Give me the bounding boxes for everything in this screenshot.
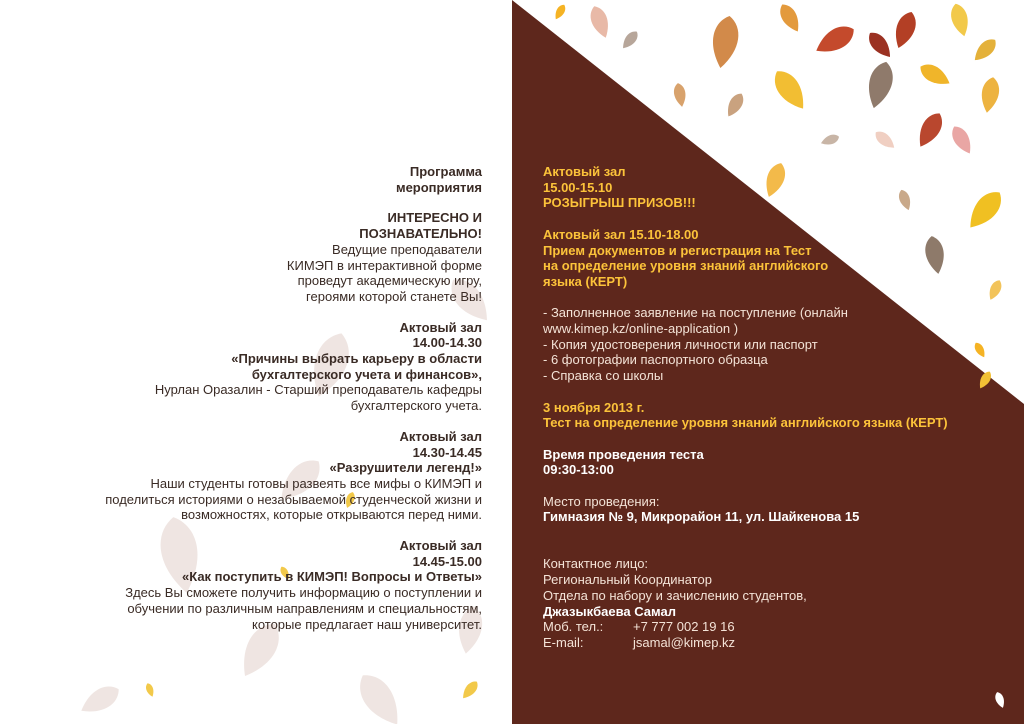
document-item: - Заполненное заявление на поступление (онлайн	[543, 305, 848, 321]
registration-title: языка (КЕРТ)	[543, 273, 628, 289]
phone-label: Моб. тел.:	[543, 619, 604, 635]
session-title: «Причины выбрать карьеру в области	[231, 351, 482, 367]
session-title: «Как поступить в КИМЭП! Вопросы и Ответы»	[182, 569, 482, 585]
test-title: Тест на определение уровня знаний английского языка (КЕРТ)	[543, 415, 948, 431]
registration-title: Прием документов и регистрация на Тест	[543, 242, 812, 258]
session-desc: которые предлагает наш университет.	[251, 616, 482, 632]
program-headline-line2: ПОЗНАВАТЕЛЬНО!	[359, 226, 482, 242]
place-label: Место проведения:	[543, 493, 660, 509]
session-title: «Разрушители легенд!»	[329, 460, 482, 476]
session-hall: Актовый зал	[399, 428, 482, 444]
intro-line: КИМЭП в интерактивной форме	[286, 257, 482, 273]
session-2	[90, 429, 482, 523]
session-desc: Наши студенты готовы развеять все мифы о КИМЭП и	[150, 475, 482, 491]
contact-label: Контактное лицо:	[543, 556, 649, 572]
session-desc: Здесь Вы сможете получить информацию о поступлении и	[125, 585, 482, 601]
document-item: - Копия удостоверения личности или паспорт	[543, 336, 818, 352]
intro-line: Ведущие преподаватели	[332, 241, 482, 257]
session-title: бухгалтерского учета и финансов»,	[251, 366, 482, 382]
email-row	[543, 635, 1013, 651]
test-time-value: 09:30-13:00	[543, 462, 614, 478]
session-desc: Нурлан Оразалин - Старший преподаватель кафедры	[154, 382, 482, 398]
session-time: 14.45-15.00	[412, 553, 482, 569]
phone-row	[543, 619, 1013, 635]
document-item: - Справка со школы	[543, 368, 664, 384]
phone-value: +7 777 002 19 16	[633, 619, 735, 635]
contact-department: Отдела по набору и зачислению студентов,	[543, 587, 807, 603]
session-desc: поделиться историями о незабываемой студенческой жизни и	[105, 491, 482, 507]
session-time: 14.00-14.30	[412, 335, 482, 351]
program-title-line1: Программа	[409, 164, 482, 179]
contact-role: Региональный Координатор	[543, 572, 712, 588]
registration-hall-time: Актовый зал 15.10-18.00	[543, 226, 699, 242]
email-value: jsamal@kimep.kz	[633, 634, 736, 650]
prize-hall: Актовый зал	[543, 164, 626, 179]
program-headline-line1: ИНТЕРЕСНО И	[387, 210, 482, 226]
registration-title: на определение уровня знаний английского	[543, 258, 829, 274]
test-time-label: Время проведения теста	[543, 446, 704, 462]
email-label: E-mail:	[543, 634, 584, 650]
program-title-line2: мероприятия	[395, 179, 482, 195]
session-desc: бухгалтерского учета.	[350, 398, 482, 414]
session-time: 14.30-14.45	[412, 444, 482, 460]
document-item: www.kimep.kz/online-application )	[543, 321, 739, 336]
test-date: 3 ноября 2013 г.	[543, 399, 645, 415]
intro-line: героями которой станете Вы!	[306, 288, 482, 304]
info-column	[543, 164, 1013, 651]
program-column	[90, 164, 482, 632]
session-hall: Актовый зал	[399, 319, 482, 335]
prize-time: 15.00-15.10	[543, 179, 613, 195]
place-value: Гимназия № 9, Микрорайон 11, ул. Шайкенова 15	[543, 509, 860, 525]
document-item: - 6 фотографии паспортного образца	[543, 352, 768, 368]
contact-name: Джазыкбаева Самал	[543, 603, 676, 619]
session-desc: обучении по различным направлениям и специальностям,	[127, 600, 482, 616]
session-desc: возможностях, которые открываются перед ними.	[181, 507, 482, 523]
intro-line: проведут академическую игру,	[297, 273, 482, 289]
session-hall: Актовый зал	[399, 538, 482, 554]
session-1	[90, 320, 482, 414]
session-3	[90, 538, 482, 632]
prize-title: РОЗЫГРЫШ ПРИЗОВ!!!	[543, 195, 696, 211]
